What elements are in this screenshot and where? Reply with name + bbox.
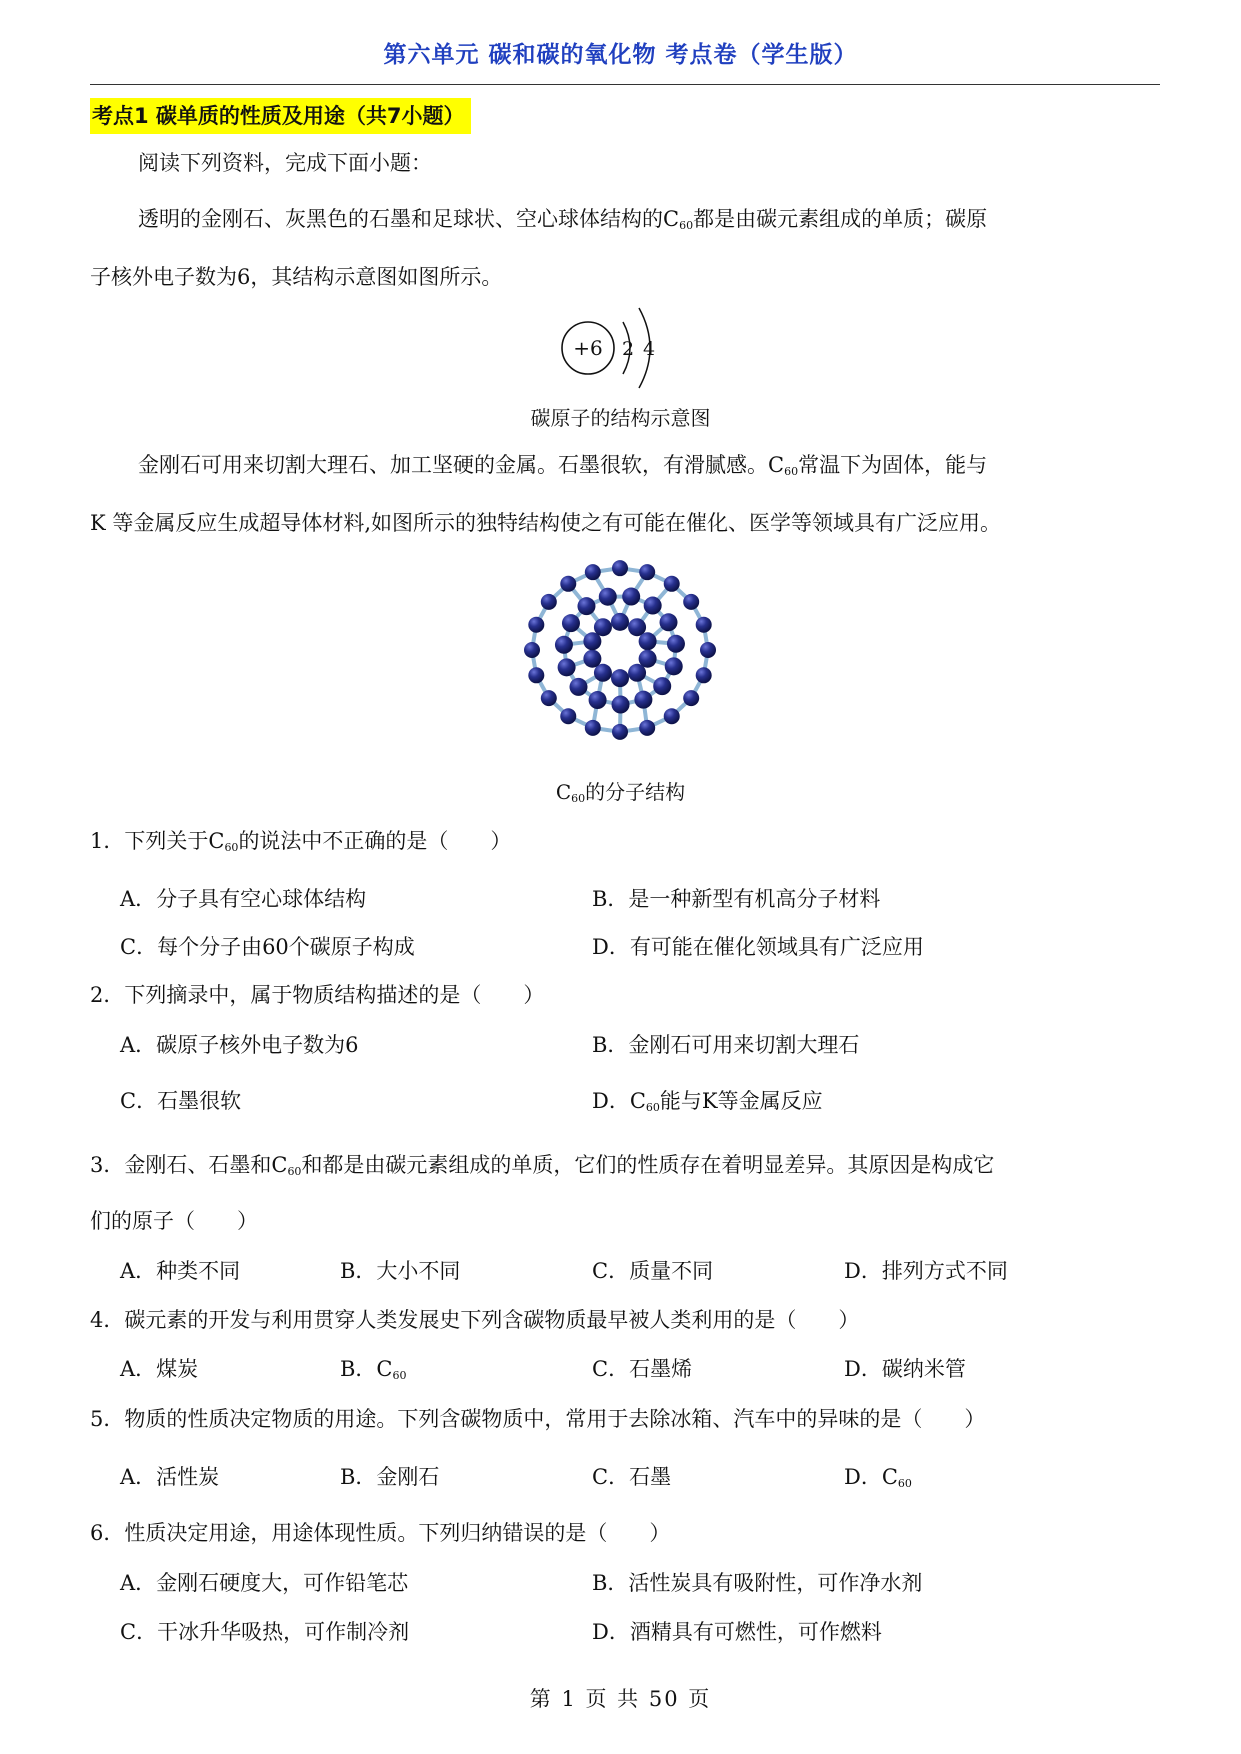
c60-carbon-atom: [589, 691, 607, 709]
c60-carbon-atom: [660, 613, 678, 631]
text-fragment: 能与K等金属反应: [659, 1089, 823, 1113]
c60-carbon-atom: [560, 708, 576, 724]
c60-carbon-atom: [664, 708, 680, 724]
header-divider: [90, 84, 1160, 85]
question-1-stem: [90, 826, 1160, 863]
question-2-option-d[interactable]: [592, 1086, 823, 1123]
text-fragment: C: [881, 1465, 898, 1489]
c60-carbon-atom: [700, 642, 716, 658]
text-fragment: 透明的金刚石、灰黑色的石墨和足球状、空心球体结构的C: [138, 207, 680, 231]
reading-paragraph-1: [90, 204, 1160, 241]
question-5-option-a[interactable]: A．活性炭: [120, 1465, 220, 1489]
c60-carbon-atom: [612, 560, 628, 576]
question-5-option-c[interactable]: C．石墨: [592, 1465, 672, 1489]
question-3-option-a[interactable]: A．种类不同: [120, 1259, 241, 1283]
text-fragment: C: [555, 780, 572, 804]
question-6-option-c[interactable]: C．干冰升华吸热，可作制冷剂: [120, 1620, 410, 1644]
text-fragment: 都是由碳元素组成的单质；碳原: [693, 207, 988, 231]
reading-paragraph-2-cont: K 等金属反应生成超导体材料,如图所示的独特结构使之有可能在催化、医学等领域具有广泛应用。: [90, 511, 1002, 535]
c60-carbon-atom: [611, 669, 629, 687]
c60-carbon-atom: [570, 678, 588, 696]
question-4-option-c[interactable]: C．石墨烯: [592, 1357, 693, 1381]
c60-carbon-atom: [594, 618, 612, 636]
question-4-option-d[interactable]: D．碳纳米管: [844, 1357, 966, 1381]
c60-carbon-atom: [639, 632, 657, 650]
text-fragment: B．C: [340, 1357, 393, 1381]
question-1-option-d[interactable]: D．有可能在催化领域具有广泛应用: [592, 935, 924, 959]
subscript: 60: [645, 1101, 660, 1114]
shell-2-electrons: 4: [642, 338, 656, 360]
c60-carbon-atom: [696, 617, 712, 633]
c60-carbon-atom: [683, 594, 699, 610]
c60-carbon-atom: [585, 564, 601, 580]
page-number-footer: 第 1 页 共 50 页: [529, 1687, 712, 1711]
text-fragment: D．: [844, 1465, 882, 1489]
question-3-stem-cont: 们的原子（ ）: [90, 1209, 258, 1233]
subscript: 60: [784, 465, 799, 478]
c60-carbon-atom: [562, 614, 580, 632]
atom-diagram-caption: 碳原子的结构示意图: [530, 406, 711, 430]
text-fragment: D．: [592, 1089, 630, 1113]
c60-carbon-atom: [622, 588, 640, 606]
question-5-option-d[interactable]: [844, 1462, 912, 1499]
question-1-option-b[interactable]: B．是一种新型有机高分子材料: [592, 887, 881, 911]
c60-carbon-atom: [664, 576, 680, 592]
c60-carbon-atom: [528, 617, 544, 633]
question-1-option-a[interactable]: A．分子具有空心球体结构: [120, 887, 367, 911]
c60-carbon-atom: [639, 720, 655, 736]
text-fragment: 1．下列关于C: [90, 829, 225, 853]
c60-carbon-atom: [612, 724, 628, 740]
c60-carbon-atom: [541, 690, 557, 706]
question-6-stem: 6．性质决定用途，用途体现性质。下列归纳错误的是（ ）: [90, 1521, 671, 1545]
c60-carbon-atom: [611, 613, 629, 631]
c60-carbon-atom: [667, 635, 685, 653]
subscript: 60: [571, 792, 586, 805]
question-4-option-b[interactable]: [340, 1354, 407, 1391]
question-6-option-b[interactable]: B．活性炭具有吸附性，可作净水剂: [592, 1571, 923, 1595]
question-1-option-c[interactable]: C．每个分子由60个碳原子构成: [120, 935, 415, 959]
c60-carbon-atom: [585, 720, 601, 736]
subscript: 60: [392, 1369, 407, 1382]
question-5-option-b[interactable]: B．金刚石: [340, 1465, 440, 1489]
c60-carbon-atom: [639, 564, 655, 580]
text-fragment: 常温下为固体，能与: [798, 453, 988, 477]
c60-molecule-image: [500, 550, 740, 750]
c60-carbon-atom: [599, 588, 617, 606]
text-fragment: 金刚石可用来切割大理石、加工坚硬的金属。石墨很软，有滑腻感。C: [138, 453, 785, 477]
c60-carbon-atom: [577, 597, 595, 615]
question-4-option-a[interactable]: A．煤炭: [120, 1357, 199, 1381]
question-2-option-c[interactable]: C．石墨很软: [120, 1089, 242, 1113]
question-3-option-c[interactable]: C．质量不同: [592, 1259, 714, 1283]
question-4-stem: 4．碳元素的开发与利用贯穿人类发展史下列含碳物质最早被人类利用的是（ ）: [90, 1308, 860, 1332]
question-3-option-b[interactable]: B．大小不同: [340, 1259, 461, 1283]
nucleus-charge: +6: [573, 336, 603, 360]
c60-carbon-atom: [541, 594, 557, 610]
c60-carbon-atom: [555, 636, 573, 654]
c60-atoms: [524, 560, 716, 740]
text-fragment: 的说法中不正确的是（ ）: [238, 829, 512, 853]
question-3-stem: [90, 1150, 1160, 1187]
question-2-stem: 2．下列摘录中，属于物质结构描述的是（ ）: [90, 983, 545, 1007]
question-6-option-a[interactable]: A．金刚石硬度大，可作铅笔芯: [120, 1571, 409, 1595]
subscript: 60: [224, 841, 239, 854]
c60-carbon-atom: [528, 667, 544, 683]
subscript: 60: [679, 219, 694, 232]
text-fragment: 和都是由碳元素组成的单质，它们的性质存在着明显差异。其原因是构成它: [301, 1153, 995, 1177]
c60-carbon-atom: [612, 696, 630, 714]
c60-carbon-atom: [558, 658, 576, 676]
c60-carbon-atom: [634, 691, 652, 709]
document-title: 第六单元 碳和碳的氧化物 考点卷（学生版）: [383, 42, 858, 68]
reading-paragraph-2: [90, 450, 1160, 487]
c60-caption: [0, 776, 1241, 805]
reading-paragraph-1-cont: 子核外电子数为6，其结构示意图如图所示。: [90, 265, 503, 289]
subscript: 60: [287, 1165, 302, 1178]
text-fragment: C: [629, 1089, 646, 1113]
c60-carbon-atom: [560, 576, 576, 592]
c60-carbon-atom: [583, 650, 601, 668]
subscript: 60: [897, 1477, 912, 1490]
question-6-option-d[interactable]: D．酒精具有可燃性，可作燃料: [592, 1620, 882, 1644]
question-3-option-d[interactable]: D．排列方式不同: [844, 1259, 1008, 1283]
c60-carbon-atom: [644, 597, 662, 615]
question-5-stem: 5．物质的性质决定物质的用途。下列含碳物质中，常用于去除冰箱、汽车中的异味的是（ ）: [90, 1407, 986, 1431]
reading-intro: 阅读下列资料，完成下面小题：: [138, 151, 432, 175]
c60-carbon-atom: [628, 664, 646, 682]
c60-carbon-atom: [653, 677, 671, 695]
c60-carbon-atom: [665, 657, 683, 675]
shell-1-electrons: 2: [621, 338, 635, 360]
text-fragment: 3．金刚石、石墨和C: [90, 1153, 288, 1177]
c60-carbon-atom: [524, 642, 540, 658]
question-2-option-b[interactable]: B．金刚石可用来切割大理石: [592, 1033, 860, 1057]
c60-carbon-atom: [683, 690, 699, 706]
text-fragment: 的分子结构: [585, 780, 686, 804]
section-heading: 考点1 碳单质的性质及用途（共7小题）: [90, 98, 471, 134]
question-2-option-a[interactable]: A．碳原子核外电子数为6: [120, 1033, 359, 1057]
carbon-atom-diagram: [545, 298, 675, 398]
c60-carbon-atom: [696, 667, 712, 683]
